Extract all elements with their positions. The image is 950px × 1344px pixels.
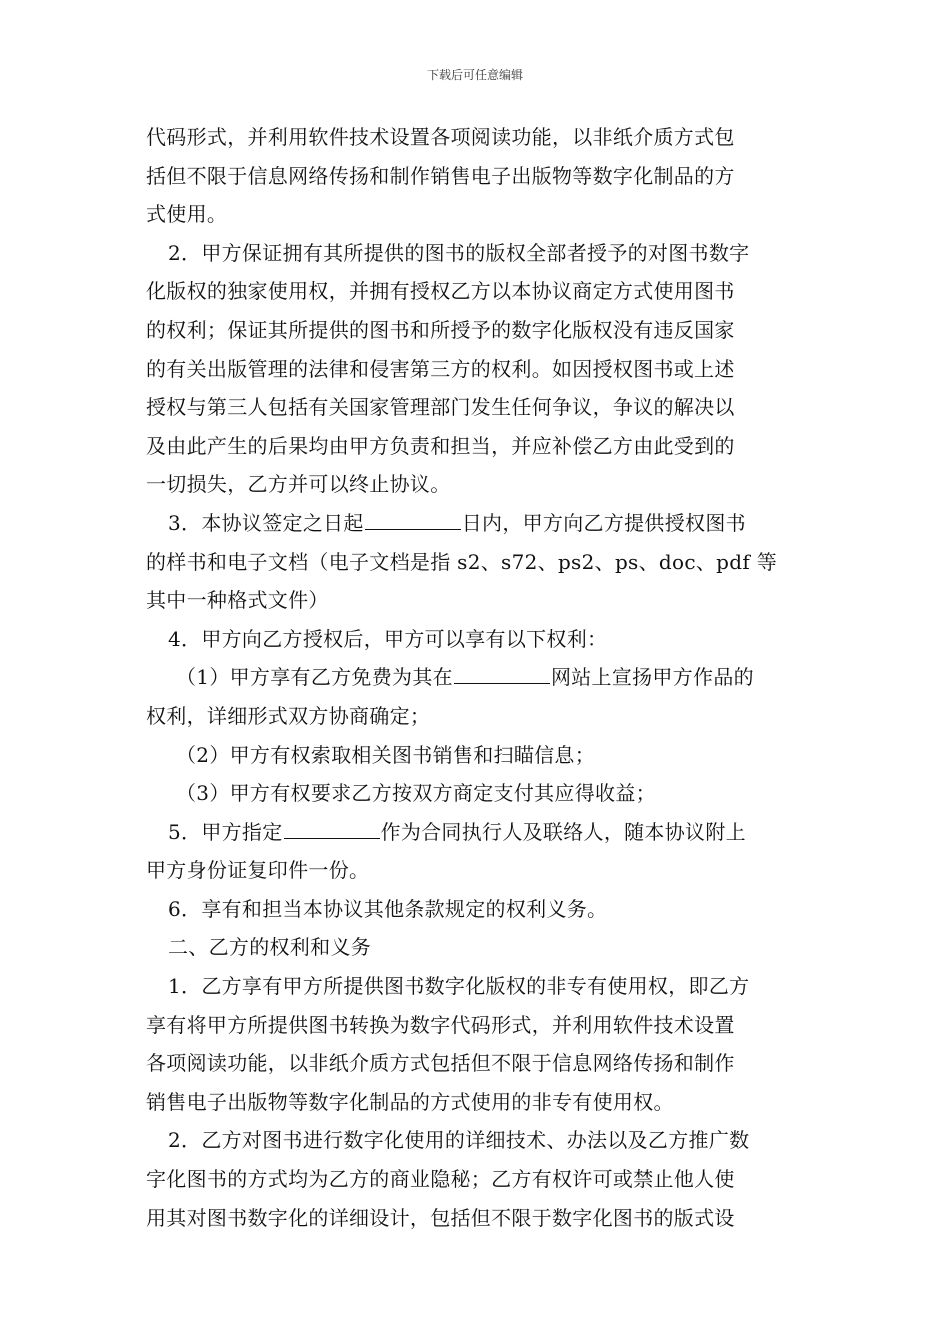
clause-2-line: 2．甲方保证拥有其所提供的图书的版权全部者授予的对图书数字 (168, 240, 750, 265)
paragraph-line: 及由此产生的后果均由甲方负责和担当，并应补偿乙方由此受到的 (146, 433, 735, 458)
paragraph-line: 括但不限于信息网络传扬和制作销售电子出版物等数字化制品的方 (146, 163, 735, 188)
clause-text: 网站上宣扬甲方作品的 (550, 665, 754, 690)
paragraph-line: 用其对图书数字化的详细设计，包括但不限于数字化图书的版式设 (146, 1205, 735, 1230)
clause-b2-line: 2．乙方对图书进行数字化使用的详细技术、办法以及乙方推广数 (168, 1128, 750, 1153)
sub-clause-1-line (146, 658, 816, 697)
clause-b1-line: 1．乙方享有甲方所提供图书数字化版权的非专有使用权，即乙方 (168, 974, 750, 999)
clause-text: 5．甲方指定 (168, 819, 283, 844)
clause-4-line: 4．甲方向乙方授权后，甲方可以享有以下权利： (168, 626, 608, 651)
paragraph-line: 化版权的独家使用权，并拥有授权乙方以本协议商定方式使用图书 (146, 279, 735, 304)
paragraph-line: 的样书和电子文档（电子文档是指 s2、s72、ps2、ps、doc、pdf 等 (146, 549, 778, 574)
clause-6-line: 6．享有和担当本协议其他条款规定的权利义务。 (168, 896, 608, 921)
page-header: 下载后可任意编辑 (426, 68, 523, 82)
clause-text: 日内，甲方向乙方提供授权图书 (461, 510, 746, 535)
paragraph-line: 各项阅读功能，以非纸介质方式包括但不限于信息网络传扬和制作 (146, 1051, 735, 1076)
paragraph-line: 权利，详细形式双方协商确定； (146, 703, 431, 728)
paragraph-line: 代码形式，并利用软件技术设置各项阅读功能，以非纸介质方式包 (146, 125, 735, 149)
paragraph-line: 式使用。 (146, 202, 228, 227)
fill-in-blank (284, 816, 380, 839)
sub-clause-3-line: （3）甲方有权要求乙方按双方商定支付其应得收益； (176, 781, 656, 806)
paragraph-line: 授权与第三人包括有关国家管理部门发生任何争议，争议的解决以 (146, 395, 735, 420)
section-heading: 二、乙方的权利和义务 (168, 935, 371, 960)
clause-5-line (146, 813, 816, 852)
sub-clause-2-line: （2）甲方有权索取相关图书销售和扫瞄信息； (176, 742, 596, 767)
clause-3-line (146, 504, 816, 543)
paragraph-line: 享有将甲方所提供图书转换为数字代码形式，并利用软件技术设置 (146, 1012, 735, 1037)
paragraph-line: 的有关出版管理的法律和侵害第三方的权利。如因授权图书或上述 (146, 356, 735, 381)
paragraph-line: 销售电子出版物等数字化制品的方式使用的非专有使用权。 (146, 1089, 674, 1114)
fill-in-blank (365, 507, 461, 530)
paragraph-line: 的权利；保证其所提供的图书和所授予的数字化版权没有违反国家 (146, 317, 735, 342)
fill-in-blank (454, 661, 550, 684)
clause-text: （1）甲方享有乙方免费为其在 (176, 665, 453, 690)
paragraph-line: 其中一种格式文件） (146, 588, 329, 613)
paragraph-line: 一切损失，乙方并可以终止协议。 (146, 472, 451, 497)
document-body (146, 118, 816, 1237)
clause-text: 3．本协议签定之日起 (168, 510, 364, 535)
paragraph-line: 甲方身份证复印件一份。 (146, 858, 370, 883)
clause-text: 作为合同执行人及联络人，随本协议附上 (380, 819, 746, 844)
paragraph-line: 字化图书的方式均为乙方的商业隐秘；乙方有权许可或禁止他人使 (146, 1167, 735, 1192)
